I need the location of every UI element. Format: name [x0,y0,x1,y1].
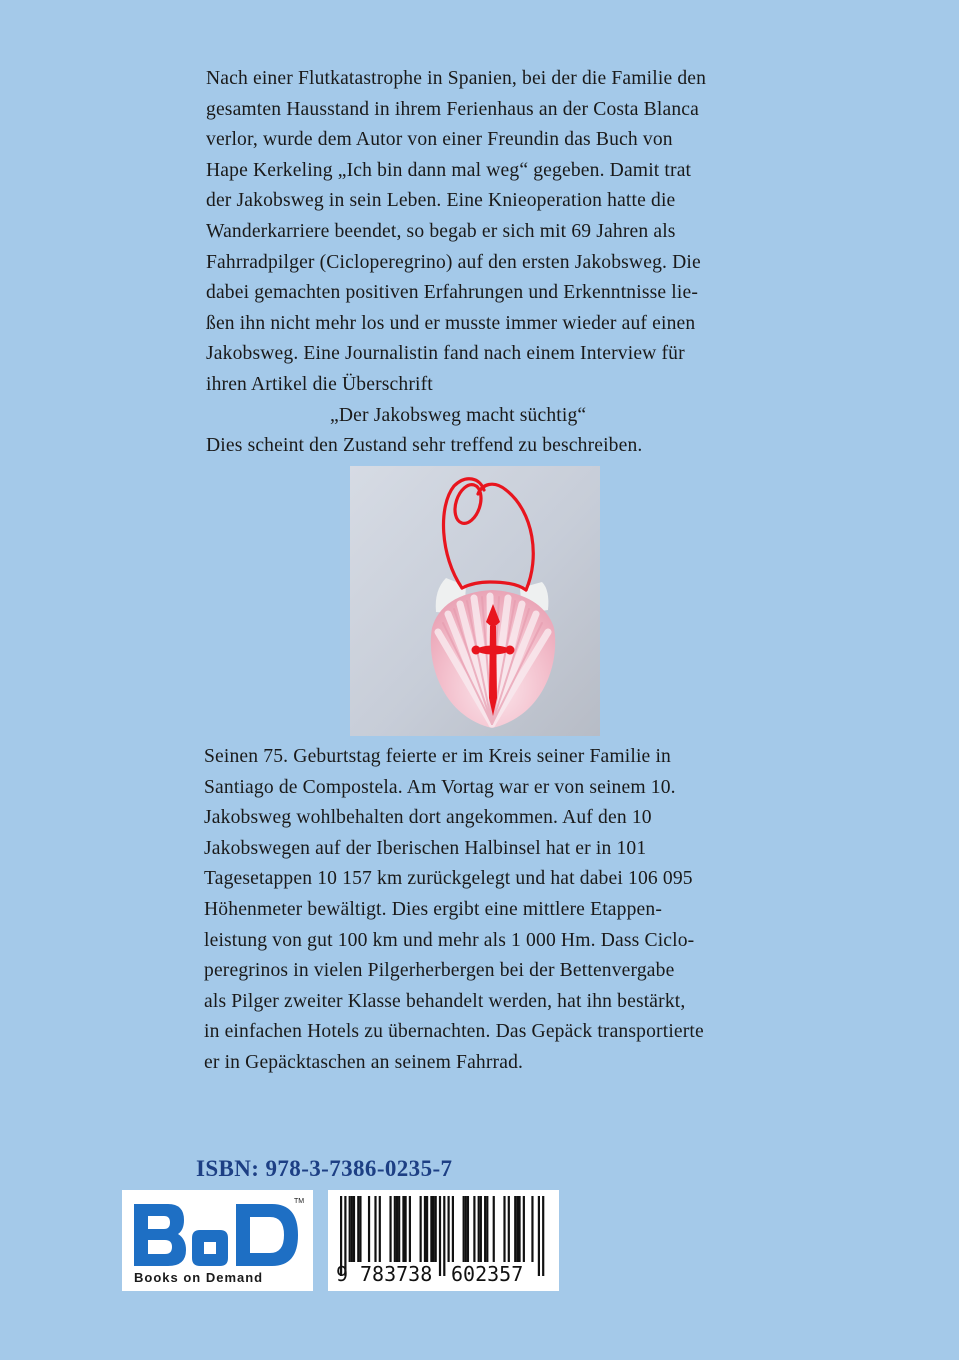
text-line: verlor, wurde dem Autor von einer Freundin das Buch von [206,129,673,151]
barcode-bar [503,1196,505,1262]
text-line: der Jakobsweg in sein Leben. Eine Knieoperation hatte die [206,190,676,212]
text-line: Jakobsweg. Eine Journalistin fand nach einem Interview für [206,343,685,365]
text-line: Höhenmeter bewältigt. Dies ergibt eine mittlere Etappen- [204,898,662,920]
text-line: Hape Kerkeling „Ich bin dann mal weg“ gegeben. Damit trat [206,159,692,181]
text-line: Nach einer Flutkatastrophe in Spanien, bei der die Familie den [206,68,707,89]
barcode-bar [409,1196,411,1262]
barcode-bar [435,1196,437,1262]
text-line: leistung von gut 100 km und mehr als 1 000 Hm. Dass Ciclo- [204,929,695,951]
text-line: in einfachen Hotels zu übernachten. Das Gepäck transportierte [204,1021,704,1043]
publisher-tagline: Books on Demand [134,1270,264,1285]
barcode-bar [465,1196,467,1262]
isbn-label: ISBN: 978-3-7386-0235-7 [196,1156,453,1181]
back-cover-blurb-bottom [204,742,704,1079]
barcode-bar [405,1196,407,1262]
barcode-bar [426,1196,428,1262]
text-line: als Pilger zweiter Klasse behandelt werden, hat ihn bestärkt, [204,990,686,1012]
publisher-logo [122,1190,313,1291]
barcode-bar [486,1196,488,1262]
barcode-bar [448,1196,450,1262]
barcode-bar [531,1196,533,1262]
barcode-bar [480,1196,482,1262]
barcode-bar [516,1196,518,1262]
text-line: peregrinos in vielen Pilgerherbergen bei der Bettenvergabe [204,960,675,982]
barcode-bar [538,1196,540,1276]
barcode-bar [402,1196,404,1262]
text-line: Wanderkarriere beendet, so begab er sich mit 69 Jahren als [206,220,676,242]
barcode-bar [368,1196,370,1262]
barcode-bar [518,1196,520,1262]
text-line: Fahrradpilger (Cicloperegrino) auf den ersten Jakobsweg. Die [206,251,701,273]
barcode-bar [394,1196,396,1262]
text-line: Tagesetappen 10 157 km zurückgelegt und hat dabei 106 095 [204,868,693,890]
barcode-bar [349,1196,351,1262]
barcode-bar [398,1196,400,1262]
barcode-bar [463,1196,465,1262]
text-line: ihren Artikel die Überschrift [206,373,433,395]
text-line: ßen ihn nicht mehr los und er musste immer wieder auf einen [206,312,696,334]
text-line: Jakobsweg wohlbehalten dort angekommen. Auf den 10 [204,807,652,829]
barcode-right-group: 602357 [451,1262,524,1286]
barcode-bar [508,1196,510,1262]
scallop-shell-photo [350,466,600,736]
barcode-bar [396,1196,398,1262]
barcode-bar [353,1196,355,1262]
barcode-bar [420,1196,422,1262]
barcode-bar [432,1196,434,1262]
barcode-bar [452,1196,454,1262]
barcode-bar [430,1196,432,1262]
barcode-bar [374,1196,376,1262]
barcode-first-digit: 9 [336,1262,349,1286]
barcode-bar [359,1196,361,1262]
barcode-bar [478,1196,480,1262]
barcode-bar [467,1196,469,1262]
text-line: Dies scheint den Zustand sehr treffend zu beschreiben. [206,435,643,457]
back-cover-blurb-top [206,64,706,462]
text-line: Seinen 75. Geburtstag feierte er im Kreis seiner Familie in [204,746,671,767]
barcode-bar [514,1196,516,1262]
barcode-bar [439,1196,441,1276]
text-line: Jakobswegen auf der Iberischen Halbinsel hat er in 101 [204,837,647,859]
barcode-bar [424,1196,426,1262]
scallop-shell-illustration [350,466,600,736]
text-line: Santiago de Compostela. Am Vortag war er von seinem 10. [204,776,676,798]
barcode-left-group: 783738 [360,1262,433,1286]
barcode-bar [523,1196,525,1262]
barcode-bar [484,1196,486,1262]
trademark-mark: TM [294,1198,305,1205]
barcode-bar [389,1196,391,1262]
barcode-bar [493,1196,495,1262]
barcode-bar [379,1196,381,1262]
barcode-bar [443,1196,445,1276]
headline-quote: „Der Jakobsweg macht süchtig“ [330,404,587,426]
barcode-bar [542,1196,544,1276]
text-line: gesamten Hausstand in ihrem Ferienhaus an der Costa Blanca [206,98,699,120]
barcode-bar [473,1196,475,1262]
text-line: dabei gemachten positiven Erfahrungen und Erkenntnisse lie- [206,282,699,304]
isbn-barcode [328,1190,559,1291]
barcode-bar [351,1196,353,1262]
barcode-bar [357,1196,359,1262]
text-line: er in Gepäcktaschen an seinem Fahrrad. [204,1051,524,1073]
